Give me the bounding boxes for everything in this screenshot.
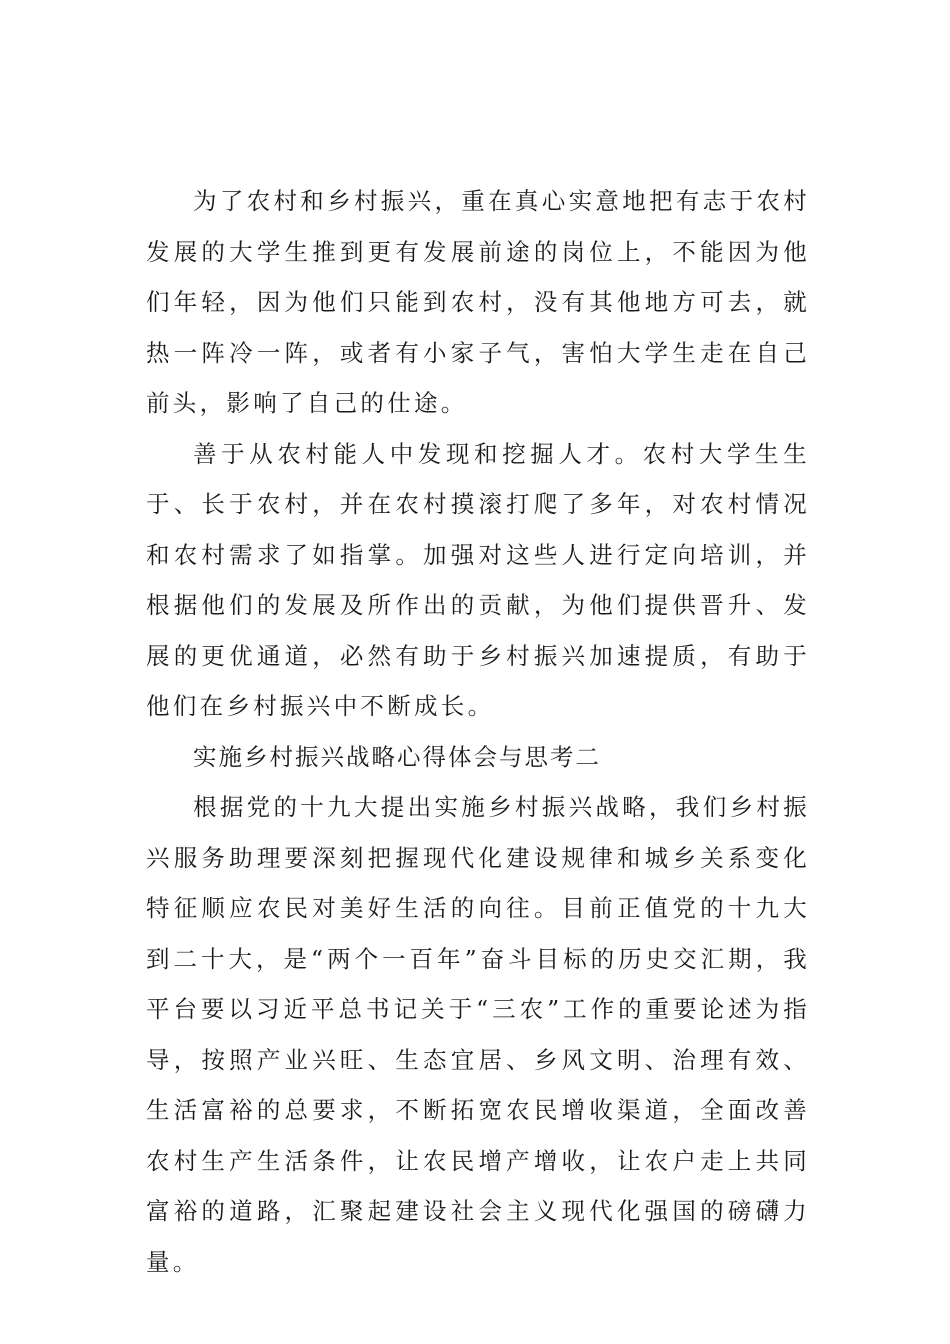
document-body [146, 176, 810, 1287]
paragraph-rural-revitalization-strategy: 根据党的十九大提出实施乡村振兴战略，我们乡村振兴服务助理要深刻把握现代化建设规律和城乡关系变化特征顺应农民对美好生活的向往。目前正值党的十九大到二十大，是“两个一百年”奋斗目标的历史交汇期，我平台要以习近平总书记关于“三农”工作的重要论述为指导，按照产业兴旺、生态宜居、乡风文明、治理有效、生活富裕的总要求，不断拓宽农民增收渠道，全面改善农村生产生活条件，让农民增产增收，让农户走上共同富裕的道路，汇聚起建设社会主义现代化强国的磅礴力量。 [146, 793, 810, 1276]
section-heading: 实施乡村振兴战略心得体会与思考二 [193, 742, 601, 771]
paragraph-rural-talent-promotion: 为了农村和乡村振兴，重在真心实意地把有志于农村发展的大学生推到更有发展前途的岗位上，不能因为他们年轻，因为他们只能到农村，没有其他地方可去，就热一阵冷一阵，或者有小家子气，害怕大学生走在自己前头，影响了自己的仕途。 [146, 187, 810, 417]
paragraph-local-talent-discovery: 善于从农村能人中发现和挖掘人才。农村大学生生于、长于农村，并在农村摸滚打爬了多年，对农村情况和农村需求了如指掌。加强对这些人进行定向培训，并根据他们的发展及所作出的贡献，为他们提供晋升、发展的更优通道，必然有助于乡村振兴加速提质，有助于他们在乡村振兴中不断成长。 [146, 439, 810, 720]
